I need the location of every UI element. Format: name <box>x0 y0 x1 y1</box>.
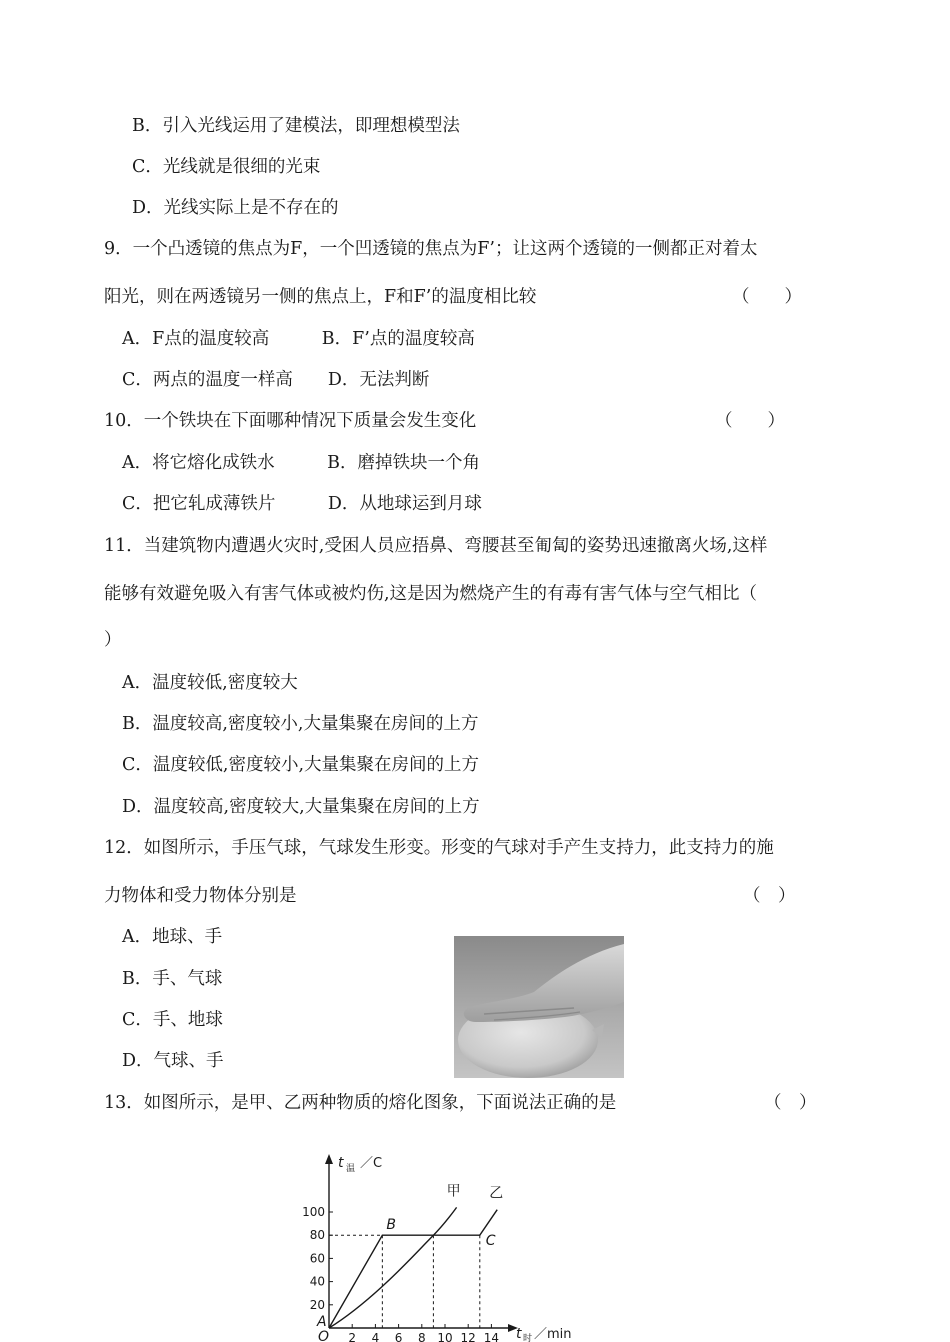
q11-option-c: C．温度较低,密度较小,大量集聚在房间的上方 <box>122 755 480 775</box>
q10-answer-paren: （ ） <box>715 411 785 431</box>
melting-curve-chart <box>290 1148 590 1342</box>
q12-option-c: C．手、地球 <box>122 1010 223 1030</box>
x-tick-label: 10 <box>437 1331 453 1342</box>
q11-option-b: B．温度较高,密度较小,大量集聚在房间的上方 <box>122 714 479 734</box>
y-tick-label: 40 <box>309 1274 325 1289</box>
q9-stem-line-2: 阳光，则在两透镜另一侧的焦点上，F和F’的温度相比较 <box>104 287 537 307</box>
point-label-c: C <box>485 1233 496 1250</box>
balloon-illustration <box>454 936 624 1078</box>
q10-options-cd: C．把它轧成薄铁片 D．从地球运到月球 <box>122 494 482 514</box>
y-tick-label: 20 <box>309 1297 325 1312</box>
hand-pressing-balloon-photo <box>454 936 624 1078</box>
q9-answer-paren: （ ） <box>732 287 802 307</box>
q11-option-a: A．温度较低,密度较大 <box>122 673 298 693</box>
y-tick-label: 100 <box>302 1205 325 1219</box>
q12-option-b: B．手、气球 <box>122 969 223 989</box>
y-tick-label: 60 <box>309 1251 325 1266</box>
y-axis <box>325 1154 333 1328</box>
y-tick-label: 80 <box>309 1228 325 1243</box>
q9-options-cd: C．两点的温度一样高 D．无法判断 <box>122 370 430 390</box>
q12-stem-line-1: 12．如图所示，手压气球，气球发生形变。形变的气球对手产生支持力，此支持力的施 <box>104 838 774 858</box>
q10-options-ab: A．将它熔化成铁水 B．磨掉铁块一个角 <box>122 453 480 473</box>
x-axis-label-unit: ／min <box>534 1327 572 1342</box>
q8-option-c: C．光线就是很细的光束 <box>132 157 321 177</box>
x-tick-label: 2 <box>348 1331 357 1342</box>
q12-stem-line-2: 力物体和受力物体分别是 <box>104 886 297 906</box>
q13-answer-paren: （ ） <box>764 1093 817 1113</box>
x-axis-label-main: t <box>516 1326 522 1342</box>
q10-stem: 10．一个铁块在下面哪种情况下质量会发生变化 <box>104 411 477 431</box>
q12-answer-paren: （ ） <box>743 886 796 906</box>
q12-option-d: D．气球、手 <box>122 1051 224 1071</box>
point-label-a: A <box>317 1314 327 1330</box>
x-tick-label: 8 <box>417 1331 426 1342</box>
x-tick-label: 14 <box>483 1331 500 1342</box>
x-tick-label: 4 <box>371 1331 380 1342</box>
y-axis-label-main: t <box>338 1155 344 1171</box>
q8-option-b: B．引入光线运用了建模法，即理想模型法 <box>132 116 460 136</box>
q11-stem-line-2: 能够有效避免吸入有害气体或被灼伤,这是因为燃烧产生的有毒有害气体与空气相比（ <box>104 584 758 604</box>
y-axis-label-unit: ／C <box>360 1156 383 1171</box>
x-axis-label-sub: 时 <box>523 1334 533 1342</box>
q12-option-a: A．地球、手 <box>122 927 223 947</box>
origin-label: O <box>318 1329 330 1342</box>
q13-stem: 13．如图所示，是甲、乙两种物质的熔化图象，下面说法正确的是 <box>104 1093 617 1113</box>
q9-stem-line-1: 9．一个凸透镜的焦点为F，一个凹透镜的焦点为F’；让这两个透镜的一侧都正对着太 <box>104 239 758 259</box>
y-axis-label-sub: 温 <box>346 1164 356 1174</box>
q8-option-d: D．光线实际上是不存在的 <box>132 198 339 218</box>
point-label-b: B <box>386 1217 396 1234</box>
q11-stem-line-1: 11．当建筑物内遭遇火灾时,受困人员应捂鼻、弯腰甚至匍匐的姿势迅速撤离火场,这样 <box>104 536 768 556</box>
q11-option-d: D．温度较高,密度较大,大量集聚在房间的上方 <box>122 797 480 817</box>
x-tick-label: 12 <box>460 1331 476 1342</box>
series-name-label: 乙 <box>489 1185 504 1202</box>
q11-stem-line-3: ） <box>104 630 122 650</box>
series-name-label: 甲 <box>446 1183 461 1200</box>
q9-options-ab: A．F点的温度较高 B．F’点的温度较高 <box>122 329 475 349</box>
x-tick-label: 6 <box>394 1331 403 1342</box>
